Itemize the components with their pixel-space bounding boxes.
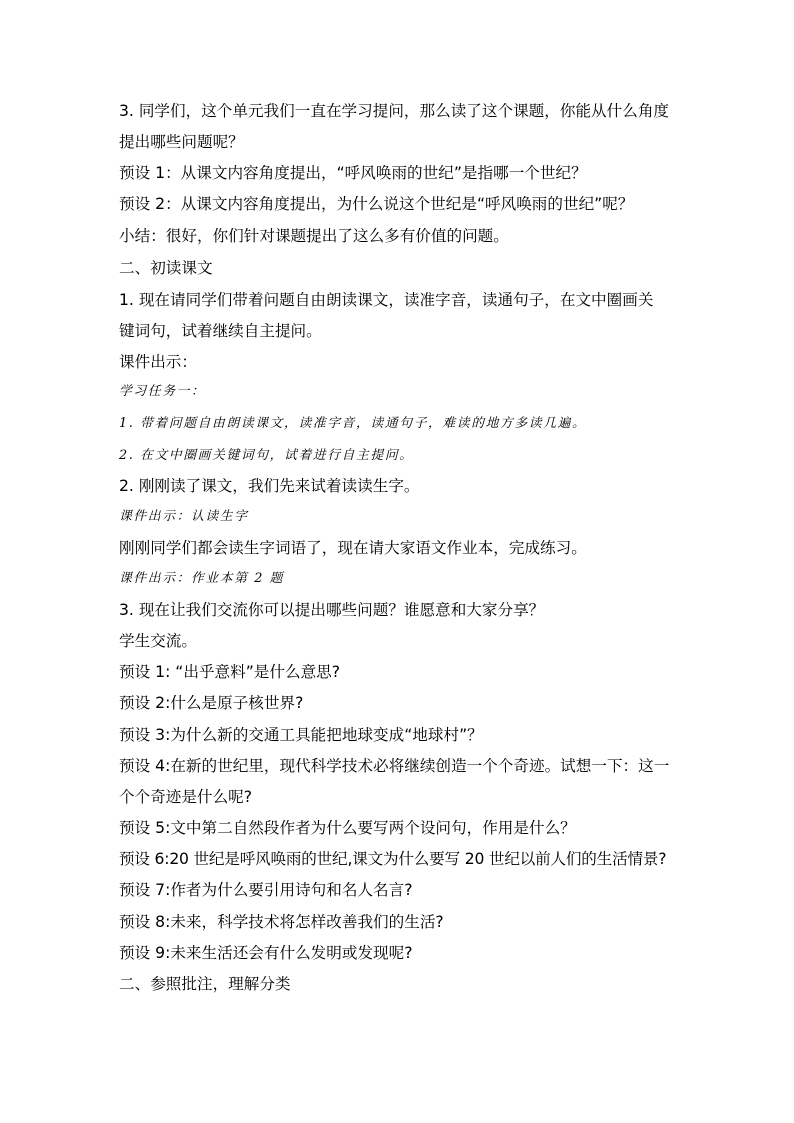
paragraph-line: 1. 现在请同学们带着问题自由朗读课文，读准字音，读通句子，在文中圈画关	[119, 291, 654, 309]
preset-question: 预设 6:20 世纪是呼风唤雨的世纪,课文为什么要写 20 世纪以前人们的生活情景?	[119, 850, 667, 868]
section-heading: 二、参照批注，理解分类	[119, 975, 291, 993]
slide-note: 课件出示：认读生字	[119, 509, 249, 524]
paragraph-line: 键词句，试着继续自主提问。	[119, 322, 322, 340]
preset-question: 个个奇迹是什么呢?	[119, 788, 253, 806]
preset-question: 预设 7:作者为什么要引用诗句和名人名言?	[119, 881, 413, 899]
paragraph-line: 2. 刚刚读了课文，我们先来试着读读生字。	[119, 477, 420, 495]
preset-question: 预设 3:为什么新的交通工具能把地球变成“地球村”？	[119, 726, 483, 744]
paragraph-line: 预设 1：从课文内容角度提出，“呼风唤雨的世纪”是指哪一个世纪？	[119, 164, 587, 182]
preset-question: 预设 5:文中第二自然段作者为什么要写两个设问句，作用是什么？	[119, 819, 576, 837]
task-item: 2. 在文中圈画关键词句，试着进行自主提问。	[119, 448, 414, 463]
slide-note: 课件出示：作业本第 2 题	[119, 571, 285, 586]
preset-question: 预设 2:什么是原子核世界?	[119, 694, 304, 712]
paragraph-line: 预设 2：从课文内容角度提出，为什么说这个世纪是“呼风唤雨的世纪”呢？	[119, 195, 634, 213]
preset-question: 预设 9:未来生活还会有什么发明或发现呢?	[119, 944, 413, 962]
preset-question: 预设 8:未来，科学技术将怎样改善我们的生活?	[119, 913, 444, 931]
paragraph-line: 3. 同学们，这个单元我们一直在学习提问，那么读了这个课题，你能从什么角度	[119, 102, 670, 120]
paragraph-line: 学生交流。	[119, 632, 197, 650]
task-heading: 学习任务一：	[119, 384, 206, 399]
paragraph-line: 课件出示：	[119, 353, 197, 371]
paragraph-line: 刚刚同学们都会读生字词语了，现在请大家语文作业本，完成练习。	[119, 539, 587, 557]
paragraph-line: 3. 现在让我们交流你可以提出哪些问题？谁愿意和大家分享？	[119, 601, 545, 619]
task-item: 1. 带着问题自由朗读课文，读准字音，读通句子，难读的地方多读几遍。	[119, 416, 587, 431]
paragraph-line: 提出哪些问题呢？	[119, 133, 244, 151]
preset-question: 预设 1: “出乎意料”是什么意思?	[119, 663, 341, 681]
paragraph-line: 小结：很好，你们针对课题提出了这么多有价值的问题。	[119, 227, 509, 245]
preset-question: 预设 4:在新的世纪里，现代科学技术必将继续创造一个个奇迹。试想一下：这一	[119, 757, 670, 775]
section-heading: 二、初读课文	[119, 259, 213, 277]
